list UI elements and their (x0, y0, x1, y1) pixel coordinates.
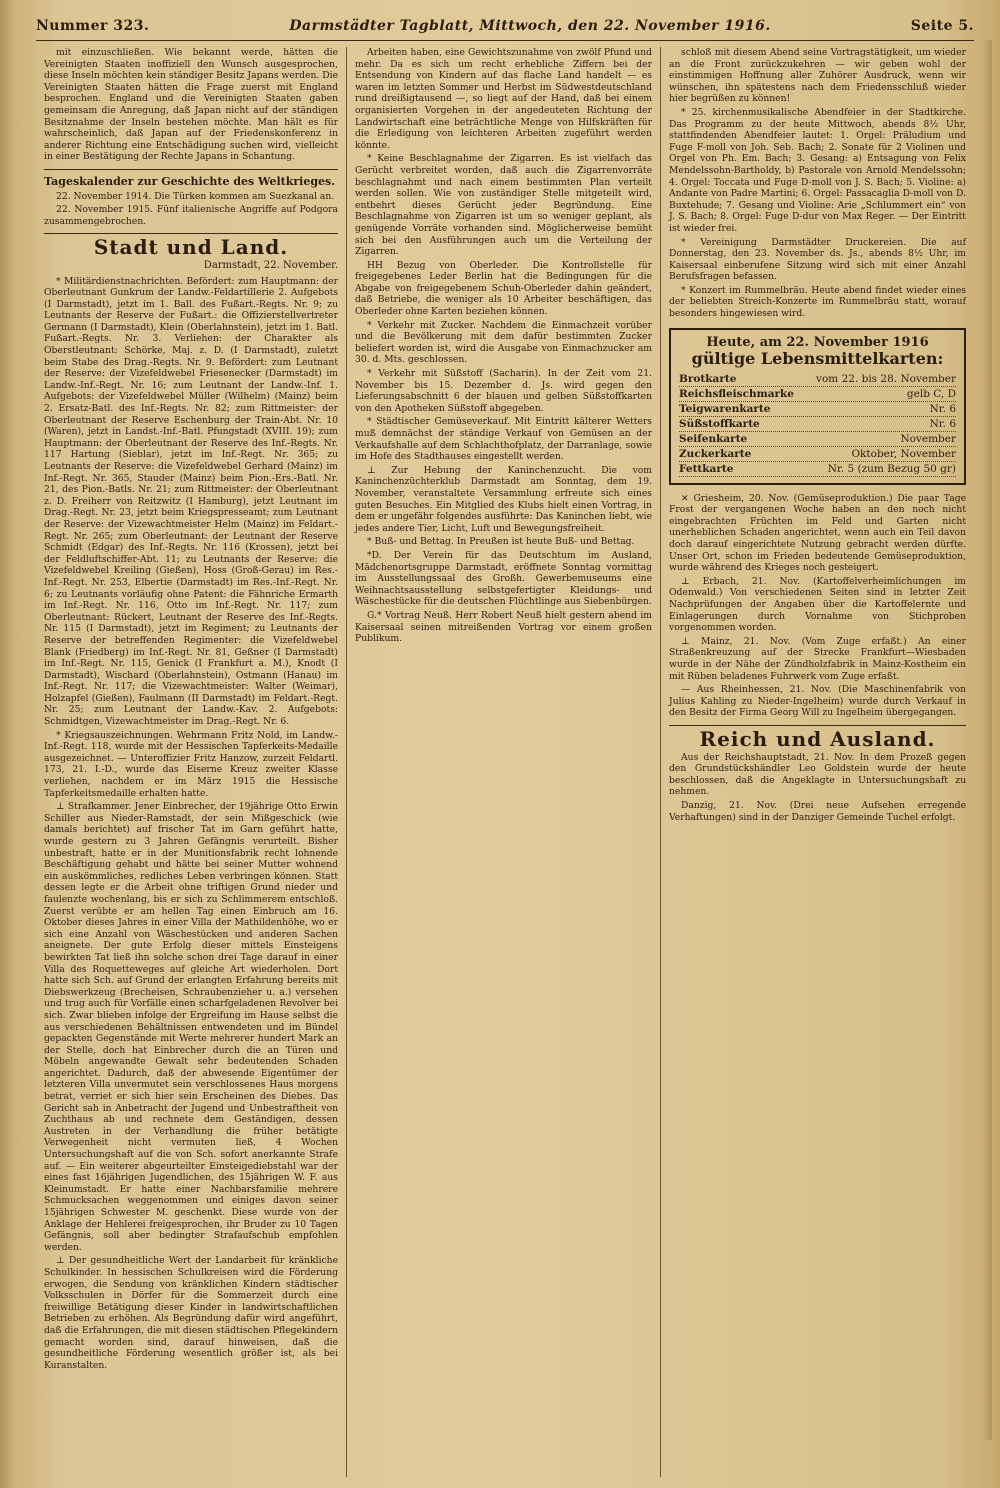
article-paragraph: ⊥ Strafkammer. Jener Einbrecher, der 19jährige Otto Erwin Schiller aus Nieder-Ramstadt, der sein Mißgeschick (wie damals berichtet) auf frischer Tat im Garn geführt hatte, wurde gestern zu 3 Jahren Gefängnis verurteilt. Bisher unbestraft, hatte er in der Munitionsfabrik recht lohnende Beschäftigung gehabt und hätte bei seiner Mutter wohnend ein auskömmliches, redliches Leben verbringen können. Statt dessen legte er die Arbeit ohne triftigen Grund nieder und faulenzte wochenlang, bis er sich zu Schlimmerem entschloß. Zuerst verübte er am hellen Tag einen Einbruch am 16. Oktober dieses Jahres in einer Villa der Mathildenhöhe, wo er sich eine Anzahl von Wäschestücken und anderen Sachen aneignete. Der gute Erfolg dieser mittels Einsteigens bewirkten Tat ließ ihn solche schon drei Tage darauf in einer Villa des Roquetteweges auf gleiche Art wiederholen. Dort hatte sich Sch. auf Grund der erlangten Erfahrung bereits mit Diebswerkzeug (Brecheisen, Schraubenzieher u. a.) versehen und trug auch für Vorfälle einen scharfgeladenen Revolver bei sich. Zwar blieben infolge der Ergreifung im Hause selbst die aus verschiedenen Behältnissen entwendeten und im Bündel gepackten Gegenstände mit Werte mehrerer hundert Mark an der Stelle, doch hat Einbrecher durch die an Türen und Möbeln angewandte Gewalt sehr bedeutenden Schaden angerichtet. Dadurch, daß der abwesende Eigentümer der letzteren Villa unvermutet sein verschlossenes Haus morgens betrat, verriet er sich hier sein Erscheinen des Diebes. Das Gericht sah in Anbetracht der Jugend und Unbestraftheit von Zuchthaus ab und rechnete dem Geständigen, dessen Austreten in der Verhandlung die früher betätigte Verwegenheit nicht vermuten ließ, 4 Wochen Untersuchungshaft auf die von Sch. sofort anerkannte Strafe auf. — Ein weiterer abgeurteilter Einsteigediebstahl war der eines fast 16jährigen Jugendlichen, des 15jährigen W. F. aus Kleinumstadt. Er hatte einer Nachbarsfamilie mehrere Schmucksachen weggenommen und einiges davon seiner 15jährigen Schwester M. geschenkt. Diese wurde von der Anklage der Hehlerei freigesprochen, ihr Bruder zu 10 Tagen Gefängnis, soll aber bedingter Strafaufschub empfohlen werden. (44, 801, 339, 1253)
article-paragraph: G.* Vortrag Neuß. Herr Robert Neuß hielt gestern abend im Kaisersaal seinen mitreißenden Vortrag vor einem großen Publikum. (355, 609, 653, 645)
article-paragraph: * Vereinigung Darmstädter Druckereien. Die auf Donnerstag, den 23. November ds. Js., abends 8½ Uhr, im Kaisersaal einberufene Sitzung wird sich mit einer Anzahl Berufsfragen befassen. (669, 236, 967, 283)
ration-row (679, 462, 956, 477)
newspaper-title-date: Darmstädter Tagblatt, Mittwoch, den 22. November 1916. (289, 18, 771, 34)
ration-label: Seifenkarte (679, 432, 748, 445)
ration-box-subheading: gültige Lebensmittelkarten: (691, 348, 944, 368)
page-fold-shadow (0, 0, 14, 1488)
article-paragraph: Danzig, 21. Nov. (Drei neue Aufsehen erregende Verhaftungen) sind in der Danziger Gemeinde Tuchel erfolgt. (669, 799, 967, 823)
article-paragraph: ⊥ Zur Hebung der Kaninchenzucht. Die vom Kaninchenzüchterklub Darmstadt am Sonntag, dem 19. November, veranstaltete Versammlung erfreute sich eines guten Besuches. Ein Mitglied des Klubs hielt einen Vortrag, in dem er ungefähr folgendes ausführte: Das Kaninchen liebt, wie jedes andere Tier, Licht, Luft und Bewegungsfreiheit. (355, 464, 653, 534)
ration-label: Zuckerkarte (679, 447, 752, 460)
ration-row (679, 447, 956, 462)
ration-row (679, 417, 956, 432)
column-3 (660, 47, 974, 1477)
article-paragraph: schloß mit diesem Abend seine Vortragstätigkeit, um wieder an die Front zurückzukehren — wir geben wohl der einstimmigen Hoffnung aller Zuhörer Ausdruck, wenn wir wünschen, ihn spätestens nach dem Friedensschluß wieder hier begrüßen zu können! (669, 47, 967, 105)
ration-label: Fettkarte (679, 462, 734, 475)
section-title: Stadt und Land. (93, 235, 289, 260)
calendar-entry: 22. November 1915. Fünf italienische Angriffe auf Podgora zusammengebrochen. (44, 204, 339, 227)
ration-cards-box (669, 328, 966, 485)
ration-label: Teigwarenkarte (679, 402, 771, 415)
divider (669, 725, 966, 726)
article-paragraph: ✕ Griesheim, 20. Nov. (Gemüseproduktion.) Die paar Tage Frost der vergangenen Woche haben an den noch nicht eingebrachten Früchten im Feld und Garten nicht unerheblichen Schaden angerichtet, wenn auch ein Teil davon doch darauf eingerichtete Nutzung gebracht werden dürfte. Unser Ort, schon im Frieden bedeutende Gemüseproduktion, wurde während des Krieges noch gesteigert. (669, 492, 967, 574)
article-paragraph: * Verkehr mit Zucker. Nachdem die Einmachzeit vorüber und die Bevölkerung mit dem dafür bestimmten Zucker beliefert worden ist, wird die Ausgabe von Einmachzucker am 30. d. Mts. geschlossen. (355, 319, 653, 366)
page-edge-stain (982, 40, 992, 1440)
ration-row (679, 432, 956, 447)
ration-value: vom 22. bis 28. November (816, 372, 957, 385)
article-paragraph: * 25. kirchenmusikalische Abendfeier in der Stadtkirche. Das Programm zu der heute Mittwoch, abends 8½ Uhr, stattfindenden Abendfeier lautet: 1. Orgel: Präludium und Fuge F-moll von Joh. Seb. Bach; 2. Sonate für 2 Violinen und Orgel von Ph. Em. Bach; 3. Gesang: a) Entsagung von Felix Mendelssohn-Bartholdy, b) Pastorale von Arnold Mendelssohn; 4. Orgel: Toccata und Fuge D-moll von J. S. Bach; 5. Violine: a) Andante von Padre Martini; 6. Orgel: Passacaglia D-moll von D. Buxtehude; 7. Gesang und Violine: Arie „Schlummert ein“ von J. S. Bach; 8. Orgel: Fuge D-dur von Max Reger. — Der Eintritt ist wieder frei. (669, 106, 967, 234)
ration-label: Süßstoffkarte (679, 417, 760, 430)
calendar-title: Tageskalender zur Geschichte des Weltkrieges. (44, 174, 336, 188)
page-number: Seite 5. (910, 18, 974, 34)
issue-number: Nummer 323. (36, 18, 150, 34)
column-2 (346, 47, 660, 1477)
ration-value: November (900, 432, 957, 445)
article-paragraph: * Militärdienstnachrichten. Befördert: zum Hauptmann: der Oberleutnant Gunkrum der Landw.-Feldartillerie 2. Aufgebots (I Darmstadt), jetzt im 1. Ball. des Fußart.-Regts. Nr. 9; zu Leutnants der Reserve der Fußart.: die Offizierstellvertreter Germann (I Darmstadt), Klein (Oberlahnstein), jetzt im 1. Batl. Fußart.-Regts. Nr. 3. Verliehen: der Charakter als Oberstleutnant: Schörke, Maj. z. D. (I Darmstadt), zuletzt beim Stabe des Drag.-Regts. Nr. 9. Befördert: zum Leutnant der Reserve: der Vizefeldwebel Friesenecker (Darmstadt) im Landw.-Inf.-Regt. Nr. 16; zum Leutnant der Landw.-Inf. 1. Aufgebots: der Vizefeldwebel Müller (Wilhelm) (Mainz) beim 2. Ersatz-Batl. des Inf.-Regts. Nr. 82; zum Rittmeister: der Oberleutnant der Reserve Eschenburg der Train-Abt. Nr. 10 (Waren), jetzt in Landst.-Inf.-Batl. Pfungstadt (XVIII. 19); zum Hauptmann: der Oberleutnant der Reserve des Inf.-Regts. Nr. 117 Hartung (Sieblar), jetzt im Inf.-Regt. Nr. 365; zu Leutnants der Reserve: die Vizefeldwebel Gerhard (Mainz) im Inf.-Regt. Nr. 365, Stauder (Mainz) beim Pion.-Ers.-Batl. Nr. 21, des Pion.-Batls. Nr. 21; zum Rittmeister: der Oberleutnant z. D. Freiherr von Reitzwitz (I Hamburg), jetzt Leutnant im Drag.-Regt. Nr. 23, jetzt beim Kriegspresseamt; zum Leutnant der Reserve: der Vizewachtmeister Helm (Mainz) im Feldart.-Regt. Nr. 265; zum Oberleutnant: der Leutnant der Reserve Schmidt (Edgar) des Inf.-Regts. Nr. 116 (Krossen), jetzt bei der Feldluftschiffer-Abt. 11; zu Leutnants der Reserve: die Vizefeldwebel Kreiling (Gießen), Hoss (Groß-Gerau) im Res.-Inf.-Regt. Nr. 253, Elbertie (Darmstadt) im Res.-Inf.-Regt. Nr. 6; zu Leutnants vorläufig ohne Patent: die Fähnriche Ermarth im Inf.-Regt. Nr. 116, Otto im Inf.-Regt. Nr. 117; zum Oberleutnant: Rückert, Leutnant der Reserve des Inf.-Regts. Nr. 115 (I Darmstadt), jetzt im Regiment; zu Leutnants der Reserve der betreffenden Regimenter: die Vizefeldwebel Blank (Friedberg) im Inf.-Regt. Nr. 81, Geßner (I Darmstadt) im Inf.-Regt. Nr. 115, Genick (I Frankfurt a. M.), Knodt (I Darmstadt), Wischard (Oberlahnstein), Ostmann (Hanau) im Inf.-Regt. Nr. 117; die Vizewachtmeister: Walter (Weimar), Holzapfel (Gießen), Faulmann (II Darmstadt) im Feldart.-Regt. Nr. 25; zum Leutnant der Landw.-Kav. 2. Aufgebots: Schmidtgen, Vizewachtmeister im Drag.-Regt. Nr. 6. (44, 275, 339, 728)
ration-row (679, 372, 956, 387)
section-title: Reich und Ausland. (699, 726, 936, 751)
article-paragraph: *D. Der Verein für das Deutschtum im Ausland, Mädchenortsgruppe Darmstadt, eröffnete Sonntag vormittag im Ausstellungssaal des Großh. Gewerbemuseums eine Weihnachtsausstellung selbstgefertigter Kleidungs- und Wäschestücke für die deutschen Flüchtlinge aus Siebenbürgen. (355, 549, 653, 608)
ration-value: Nr. 6 (929, 402, 957, 415)
ration-value: Nr. 6 (929, 417, 957, 430)
article-paragraph: ⊥ Der gesundheitliche Wert der Landarbeit für kränkliche Schulkinder. In hessischen Schulkreisen wird die Förderung erwogen, die Sendung von kränklichen Kindern städtischer Volksschulen in Dörfer für die Sommerzeit durch eine freiwillige Betätigung dieser Kinder in landwirtschaftlichen Betrieben zu erhöhen. Als Begründung dafür wird angeführt, daß die Erfahrungen, die mit diesen städtischen Pflegekindern gemacht worden sind, darauf hinweisen, daß die gesundheitliche Förderung wesentlich größer ist, als bei Kuranstalten. (44, 1255, 339, 1371)
ration-row (679, 402, 956, 417)
ration-row (679, 387, 956, 402)
columns (36, 47, 974, 1477)
article-paragraph: * Keine Beschlagnahme der Zigarren. Es ist vielfach das Gerücht verbreitet worden, daß auch die Zigarrenvorräte beschlagnahmt und nach einem bestimmten Plan verteilt werden sollen. Wie von zuständiger Stelle mitgeteilt wird, entbehrt dieses Gerücht jeder Begründung. Eine Beschlagnahme von Zigarren ist um so weniger geplant, als genügende Vorräte vorhanden sind. Möglicherweise bemüht sich bei den Ausführungen auch um die Verteilung der Zigarren. (355, 153, 653, 258)
ration-value: Nr. 5 (zum Bezug 50 gr) (827, 462, 957, 475)
divider (44, 233, 338, 234)
article-paragraph: HH Bezug von Oberleder. Die Kontrollstelle für freigegebenes Leder Berlin hat die Bedingungen für die Abgabe von freigegebenem Schuh-Oberleder dahin geändert, daß Betriebe, die weniger als 10 Arbeiter beschäftigen, das Oberleder ohne Karten beziehen können. (355, 259, 653, 318)
article-paragraph: * Kriegsauszeichnungen. Wehrmann Fritz Nold, im Landw.-Inf.-Regt. 118, wurde mit der Hessischen Tapferkeits-Medaille ausgezeichnet. — Unteroffizier Fritz Hanzow, zurzeit Feldartl. 173, 21. I.-D., wurde das Eiserne Kreuz zweiter Klasse verliehen, nachdem er im März 1915 die Hessische Tapferkeitsmedaille erhalten hatte. (44, 729, 339, 799)
ration-box-heading: Heute, am 22. November 1916 (706, 334, 929, 350)
article-paragraph: Aus der Reichshauptstadt, 21. Nov. In dem Prozeß gegen den Grundstückshändler Leo Goldstein wurde der heute beschlossen, daß die Angeklagte in Untersuchungshaft zu nehmen. (669, 751, 967, 798)
ration-label: Reichsfleischmarke (679, 387, 794, 400)
masthead (36, 18, 974, 41)
article-paragraph: ⊥ Erbach, 21. Nov. (Kartoffelverheimlichungen im Odenwald.) Von verschiedenen Seiten sind in letzter Zeit Nachprüfungen der Angaben über die Kartoffelernte und Einlagerungen durch Vornahme von Stichproben vorgenommen worden. (669, 575, 967, 634)
article-continuation: mit einzuschließen. Wie bekannt werde, hätten die Vereinigten Staaten inoffiziell den Wunsch ausgesprochen, diese Inseln möchten kein ständiger Besitz Japans werden. Die Vereinigten Staaten hätten die Frage zuerst mit England besprochen. England und die Vereinigten Staaten gaben gemeinsam die Anregung, daß Japan nicht auf der ständigen Besitznahme der Inseln bestehen möchte. Man hält es für wahrscheinlich, daß Japan auf der Friedenskonferenz in anderer Richtung eine Entschädigung suchen wird, vielleicht in einer Bestätigung der Rechte Japans in Schantung. (44, 47, 339, 163)
article-paragraph: * Verkehr mit Süßstoff (Sacharin). In der Zeit vom 21. November bis 15. Dezember d. Js. wird gegen den Lieferungsabschnitt 6 der blauen und gelben Süßstoffkarten von den Apotheken Süßstoff abgegeben. (355, 368, 653, 414)
ration-value: gelb C, D (906, 387, 957, 400)
article-paragraph: * Städtischer Gemüseverkauf. Mit Eintritt kälterer Wetters muß demnächst der ständige Verkauf von Gemüsen an der Verkaufshalle auf dem Schlachthofplatz, der Darranlage, sowie im Hofe des Stadthauses eingestellt werden. (355, 416, 653, 463)
ration-label: Brotkarte (679, 372, 737, 385)
article-paragraph: ⊥ Mainz, 21. Nov. (Vom Zuge erfaßt.) An einer Straßenkreuzung auf der Strecke Frankfurt—Wiesbaden wurde in der Nähe der Zündholzfabrik in Mainz-Kostheim ein mit Rüben beladenes Fuhrwerk vom Zuge erfaßt. (669, 635, 967, 682)
article-paragraph: Arbeiten haben, eine Gewichtszunahme von zwölf Pfund und mehr. Da es sich um recht erhebliche Ziffern bei der Entsendung von Kindern auf das flache Land handelt — es waren im letzten Sommer und Herbst im Südwestdeutschland rund dreißigtausend —, so liegt auf der Hand, daß bei einem organisierten Vorgehen in der angedeuteten Richtung der Landwirtschaft eine beträchtliche Menge von Hilfskräften für die Erledigung von leichteren Arbeiten zugeführt werden könnte. (355, 47, 653, 151)
column-1 (36, 47, 346, 1477)
article-paragraph: — Aus Rheinhessen, 21. Nov. (Die Maschinenfabrik von Julius Kahling zu Nieder-Ingelheim) wurde durch Verkauf in den Besitz der Firma Georg Will zu Ingelheim übergegangen. (669, 684, 967, 719)
article-paragraph: * Konzert im Rummelbräu. Heute abend findet wieder eines der beliebten Streich-Konzerte im Rummelbräu statt, worauf besonders hingewiesen wird. (669, 284, 967, 320)
ration-value: Oktober, November (851, 447, 957, 460)
calendar-entry: 22. November 1914. Die Türken kommen am Suezkanal an. (56, 190, 335, 202)
article-paragraph: * Buß- und Bettag. In Preußen ist heute Buß- und Bettag. (367, 536, 635, 548)
divider (44, 169, 338, 170)
dateline: Darmstadt, 22. November. (203, 259, 339, 271)
